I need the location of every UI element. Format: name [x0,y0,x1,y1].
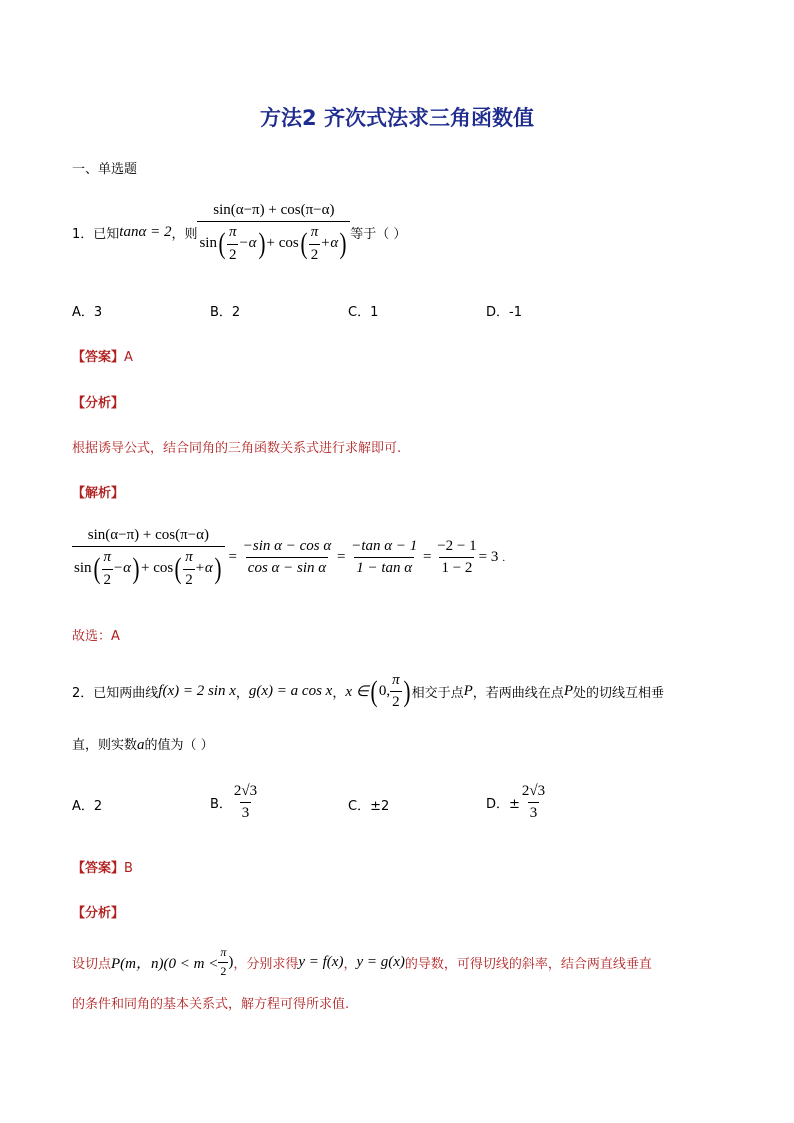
q1-sol-result: = 3 [478,549,499,566]
q1-solution-chain: sin(α−π) + cos(π−α) sin ( $\frac{\pi}{2}$ −α ) + cos ( $\frac{\pi}{2}$ +α ) = $\frac{\text{−sin α − cos α}}{\text{cos α − sin α}}$ = $\frac{\text{−tan α − 1}}{\text{1 − tan α}}$ = $\frac{-2 - 1}{1 - 2}$ = 3 . [74,527,506,588]
q1-tail: 等于（ ） [350,227,407,243]
q2-analysis-label: 【分析】 [72,906,125,921]
question-2-line-1: 2．已知两曲线 f(x) = 2 sin x ， g(x) = a cos x ， x ∈ ( 0, $\frac{\pi}{2}$ ) 相交于点 P ，若两曲线在点 P 处的切线互相垂 [72,672,664,711]
q1-numerator: sin(α−π) + cos(π−α) [213,202,335,218]
q1-den-frac-1: $\frac{\pi}{2}$ [228,224,237,263]
q1-denominator: sin ( $\frac{\pi}{2}$ −α ) + cos ( $\frac{\pi}{2}$ +α ) [197,221,350,264]
q1-solution-label: 【解析】 [72,486,125,501]
q1-option-d: D．-1 [486,305,522,320]
q2-g: g(x) = a cos x [248,683,333,700]
q2-option-b: B． $\frac{2√3}{3}$ [210,783,258,822]
q1-given: tanα = 2 [119,224,172,241]
q2-f: f(x) = 2 sin x [158,683,236,700]
q1-sol-step2: $\frac{\text{−tan α − 1}}{\text{1 − tan α}}$ [351,538,418,577]
q1-sol-step3: $\frac{-2 - 1}{1 - 2}$ [437,538,477,577]
q1-choice: 故选：A [72,629,120,644]
q1-expression-fraction [197,202,350,264]
q1-den-frac-2: $\frac{\pi}{2}$ [310,224,319,263]
q1-sol-original-fraction: sin(α−π) + cos(π−α) sin ( $\frac{\pi}{2}$ −α ) + cos ( $\frac{\pi}{2}$ +α ) [72,527,225,589]
q1-option-a: A．3 [72,305,103,320]
q1-analysis-text: 根据诱导公式，结合同角的三角函数关系式进行求解即可. [72,441,402,456]
question-2-line-2: 直，则实数a的值为（ ） [72,737,214,753]
q2-interval-frac: $\frac{\pi}{2}$ [392,672,400,711]
q2-option-c: C．±2 [348,799,390,814]
question-1 [72,202,406,264]
q2-analysis-line-1: 设切点 P(m，n)(0 < m < $\frac{\pi}{2}$ ) ，分别求得 y = f(x) ， y = g(x) 的导数，可得切线的斜率，结合两直线垂直 [72,945,652,978]
q2-answer: 【答案】B [72,861,133,876]
q1-option-c: C．1 [348,305,379,320]
q2-option-d: D．± $\frac{2√3}{3}$ [486,783,546,822]
q1-sol-step1: $\frac{\text{−sin α − cos α}}{\text{cos α − sin α}}$ [242,538,332,577]
page-title: 方法2 齐次式法求三角函数值 [260,106,534,130]
q1-lead: 1．已知 [72,227,120,243]
q1-option-b: B．2 [210,305,241,320]
q2-option-a: A．2 [72,799,103,814]
q1-mid: ，则 [171,227,198,243]
q1-den-cos: + cos [266,235,299,252]
q1-den-sin: sin [199,235,217,252]
section-heading: 一、单选题 [72,162,138,177]
q1-answer: 【答案】A [72,350,133,365]
q2-analysis-line-2: 的条件和同角的基本关系式，解方程可得所求值. [72,997,350,1012]
q1-analysis-label: 【分析】 [72,396,125,411]
